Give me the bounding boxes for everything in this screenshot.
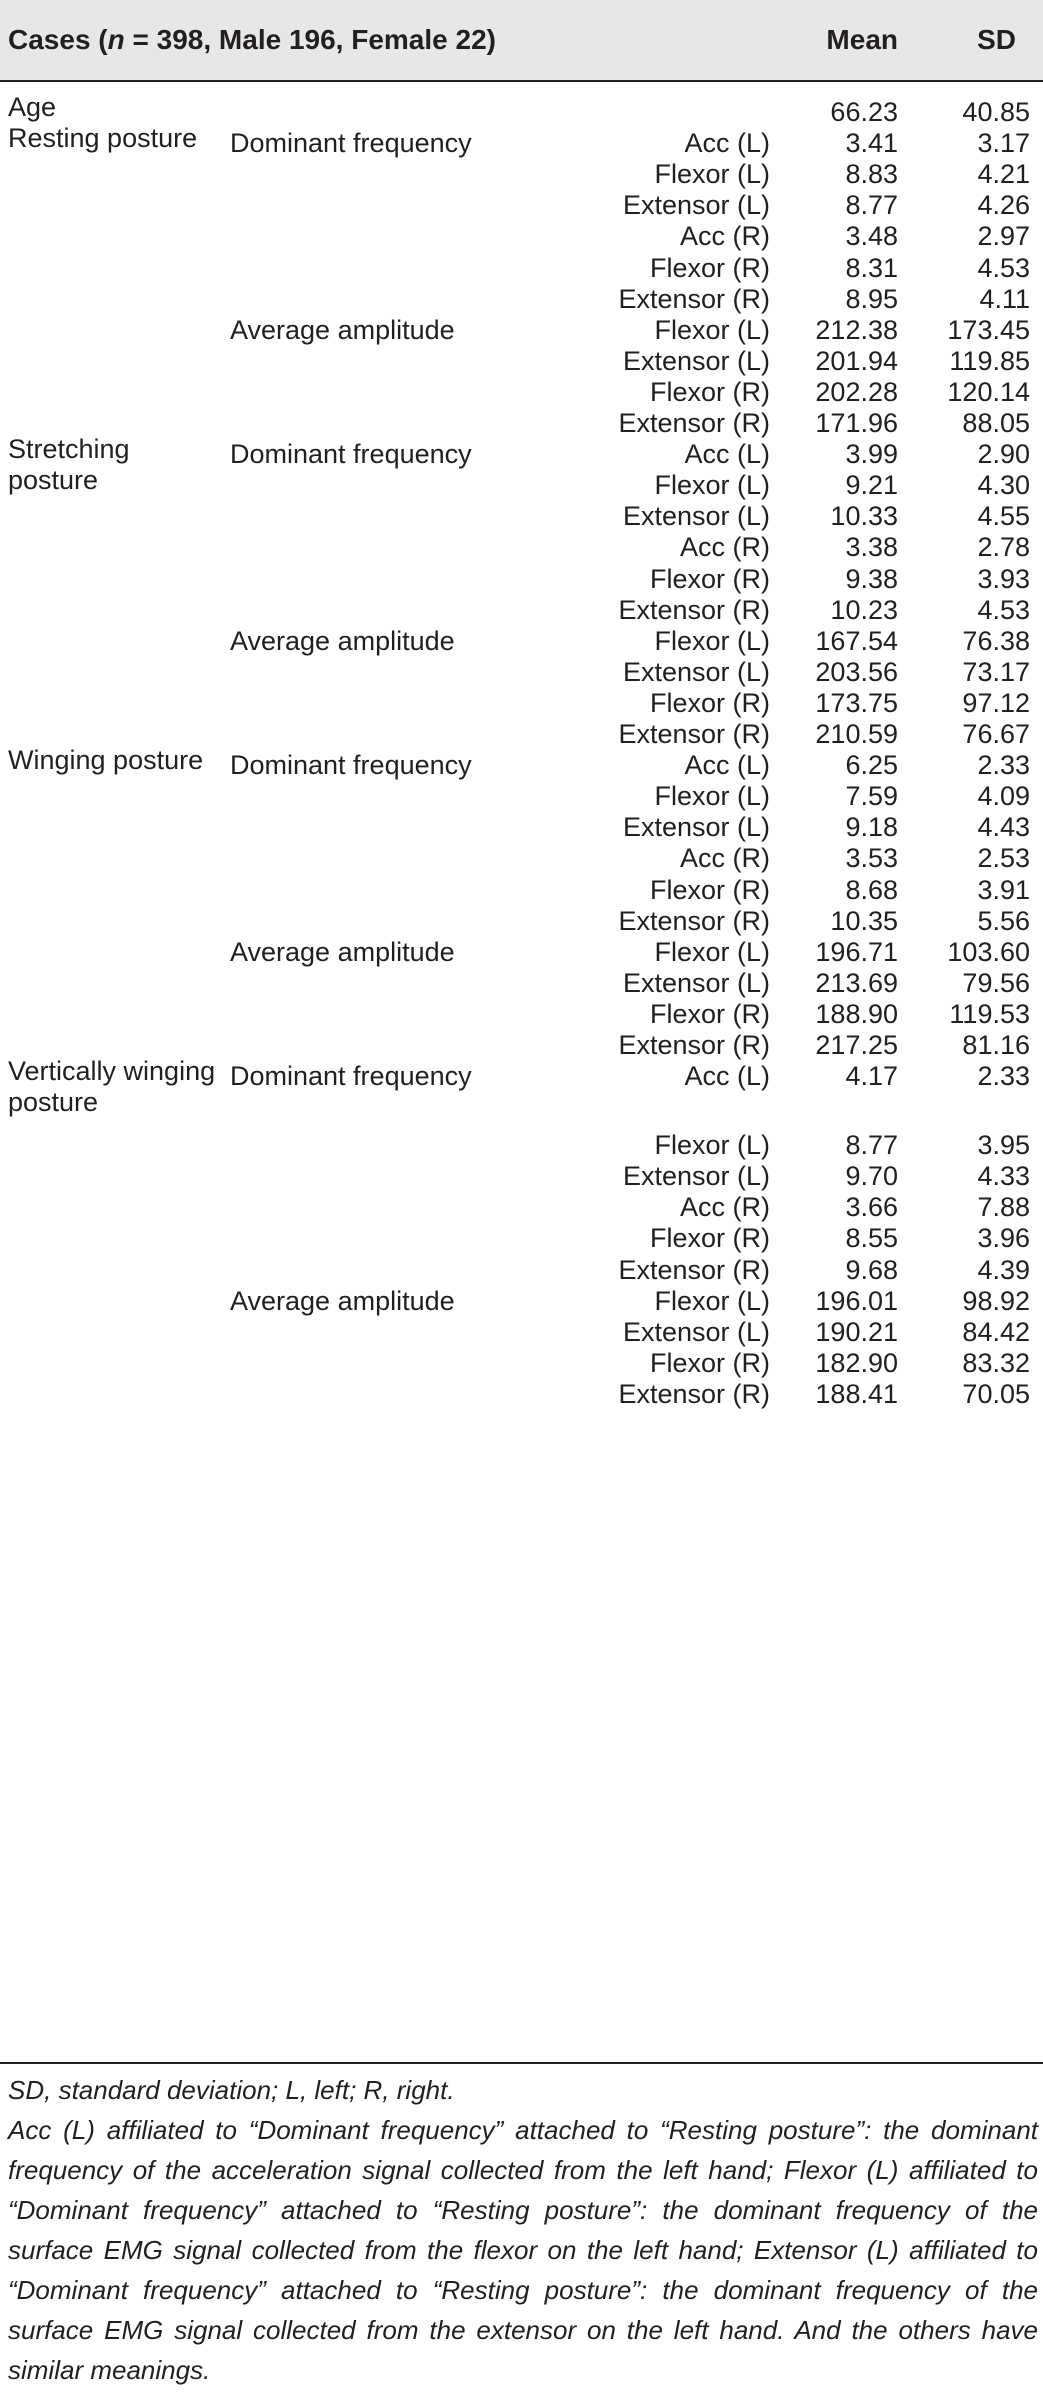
row-mean-value: 196.01: [815, 1285, 898, 1316]
row-sd-value: 4.26: [977, 190, 1030, 221]
row-mean-value: 9.68: [845, 1254, 898, 1285]
row-sd-value: 97.12: [962, 687, 1030, 718]
row-measure-label: Dominant frequency: [230, 1061, 472, 1092]
row-signal-label: Flexor (L): [654, 159, 770, 190]
row-sd-value: 119.53: [949, 998, 1030, 1029]
row-signal-label: Flexor (L): [654, 470, 770, 501]
row-sd-value: 2.78: [977, 532, 1030, 563]
row-mean-value: 9.70: [845, 1161, 898, 1192]
row-sd-value: 84.42: [962, 1316, 1030, 1347]
bottom-rule: [0, 2062, 1043, 2064]
row-mean-value: 167.54: [815, 625, 898, 656]
row-group-label: Age: [8, 92, 57, 122]
row-signal-label: Flexor (R): [650, 874, 770, 905]
row-sd-value: 88.05: [962, 408, 1030, 438]
row-mean-value: 7.59: [845, 781, 898, 812]
row-sd-value: 4.33: [977, 1161, 1030, 1192]
table-header: [0, 0, 1043, 80]
row-sd-value: 3.93: [977, 563, 1030, 594]
row-mean-value: 3.99: [845, 439, 898, 470]
row-group-label: Winging posture: [8, 745, 204, 776]
row-mean-value: 8.68: [845, 874, 898, 905]
row-mean-value: 190.21: [815, 1316, 898, 1347]
footnote-abbreviations: SD, standard deviation; L, left; R, right.: [8, 2075, 455, 2105]
row-mean-value: 213.69: [815, 967, 898, 998]
row-mean-value: 9.21: [845, 470, 898, 501]
row-signal-label: Extensor (R): [618, 719, 770, 749]
row-signal-label: Extensor (R): [618, 283, 770, 314]
row-signal-label: Extensor (R): [618, 1030, 770, 1060]
row-signal-label: Acc (R): [680, 1192, 770, 1223]
row-mean-value: 217.25: [815, 1030, 898, 1060]
row-mean-value: 4.17: [845, 1061, 898, 1092]
row-sd-value: 76.67: [962, 719, 1030, 749]
row-mean-value: 196.71: [815, 936, 898, 967]
row-measure-label: Dominant frequency: [230, 750, 472, 781]
row-mean-value: 9.38: [845, 563, 898, 594]
row-mean-value: 6.25: [845, 750, 898, 781]
row-sd-value: 4.55: [977, 501, 1030, 532]
row-sd-value: 3.96: [977, 1223, 1030, 1254]
row-mean-value: 188.41: [815, 1378, 898, 1409]
row-sd-value: 83.32: [962, 1347, 1030, 1378]
row-sd-value: 70.05: [962, 1378, 1030, 1409]
row-measure-label: Average amplitude: [230, 936, 455, 967]
row-mean-value: 3.66: [845, 1192, 898, 1223]
row-signal-label: Flexor (L): [654, 936, 770, 967]
row-mean-value: 173.75: [815, 687, 898, 718]
row-mean-value: 3.48: [845, 221, 898, 252]
row-sd-value: 4.53: [977, 594, 1030, 625]
row-sd-value: 2.97: [977, 221, 1030, 252]
row-signal-label: Flexor (R): [650, 1223, 770, 1254]
row-measure-label: Dominant frequency: [230, 439, 472, 470]
row-sd-value: 2.33: [977, 1061, 1030, 1092]
row-measure-label: Average amplitude: [230, 625, 455, 656]
header-rule: [0, 80, 1043, 82]
row-sd-value: 76.38: [962, 625, 1030, 656]
row-signal-label: Extensor (R): [618, 594, 770, 625]
row-signal-label: Extensor (R): [618, 1254, 770, 1285]
row-signal-label: Acc (R): [680, 532, 770, 563]
row-sd-value: 4.30: [977, 470, 1030, 501]
row-sd-value: 2.90: [977, 439, 1030, 470]
row-signal-label: Flexor (R): [650, 252, 770, 283]
row-mean-value: 210.59: [815, 719, 898, 749]
header-sd: SD: [977, 24, 1016, 55]
row-signal-label: Acc (L): [684, 1061, 770, 1092]
row-sd-value: 7.88: [977, 1192, 1030, 1223]
header-mean: Mean: [826, 24, 898, 55]
row-sd-value: 2.53: [977, 843, 1030, 874]
footnote-explanation: Acc (L) affiliated to “Dominant frequency” attached to “Resting posture”: the dominant frequency of the acceleration signal collected from the left hand; Flexor (L) affiliated to “Dominant frequency” attached to “Resting posture”: the dominant frequency of the surface EMG signal collected from the flexor on the left hand; Extensor (L) affiliated to “Dominant frequency” attached to “Resting posture”: the dominant frequency of the surface EMG signal collected from the extensor on the left hand. And the others have similar meanings.: [8, 2115, 1038, 2385]
row-signal-label: Acc (L): [684, 750, 770, 781]
row-signal-label: Extensor (L): [622, 1161, 770, 1192]
row-signal-label: Flexor (R): [650, 998, 770, 1029]
row-signal-label: Flexor (R): [650, 687, 770, 718]
row-signal-label: Extensor (L): [622, 1316, 770, 1347]
row-signal-label: Acc (L): [684, 439, 770, 470]
row-group-label: Stretching posture: [8, 434, 130, 496]
row-signal-label: Flexor (R): [650, 1347, 770, 1378]
row-measure-label: Dominant frequency: [230, 128, 472, 159]
header-cases: Cases (n = 398, Male 196, Female 22): [8, 24, 496, 55]
row-group-label: Resting posture: [8, 123, 198, 154]
row-sd-value: 4.11: [979, 283, 1030, 314]
row-mean-value: 8.55: [845, 1223, 898, 1254]
row-sd-value: 40.85: [962, 97, 1030, 127]
row-signal-label: Flexor (R): [650, 376, 770, 407]
row-signal-label: Extensor (R): [618, 905, 770, 936]
row-signal-label: Extensor (L): [622, 967, 770, 998]
row-mean-value: 66.23: [830, 97, 898, 127]
row-sd-value: 81.16: [962, 1030, 1030, 1060]
row-signal-label: Flexor (L): [654, 781, 770, 812]
row-signal-label: Flexor (L): [654, 625, 770, 656]
row-sd-value: 4.21: [977, 159, 1030, 190]
row-mean-value: 203.56: [815, 656, 898, 687]
row-mean-value: 212.38: [815, 314, 898, 345]
row-sd-value: 2.33: [977, 750, 1030, 781]
row-sd-value: 3.95: [977, 1130, 1030, 1161]
row-signal-label: Flexor (L): [654, 314, 770, 345]
row-measure-label: Average amplitude: [230, 1285, 455, 1316]
row-sd-value: 3.91: [977, 874, 1030, 905]
row-signal-label: Flexor (L): [654, 1285, 770, 1316]
row-signal-label: Extensor (R): [618, 1378, 770, 1409]
row-mean-value: 182.90: [815, 1347, 898, 1378]
row-signal-label: Acc (R): [680, 843, 770, 874]
row-mean-value: 10.35: [830, 905, 898, 936]
row-signal-label: Acc (R): [680, 221, 770, 252]
row-mean-value: 8.95: [845, 283, 898, 314]
row-mean-value: 10.33: [830, 501, 898, 532]
row-group-label: Vertically winging posture: [8, 1056, 216, 1118]
row-mean-value: 3.38: [845, 532, 898, 563]
row-sd-value: 4.43: [977, 812, 1030, 843]
row-sd-value: 73.17: [962, 656, 1030, 687]
row-sd-value: 5.56: [977, 905, 1030, 936]
row-mean-value: 3.53: [845, 843, 898, 874]
row-mean-value: 3.41: [845, 128, 898, 159]
row-sd-value: 119.85: [949, 345, 1030, 376]
row-signal-label: Extensor (R): [618, 408, 770, 438]
row-mean-value: 171.96: [815, 408, 898, 438]
row-mean-value: 188.90: [815, 998, 898, 1029]
row-mean-value: 201.94: [815, 345, 898, 376]
row-sd-value: 4.39: [977, 1254, 1030, 1285]
row-mean-value: 8.77: [845, 190, 898, 221]
row-sd-value: 103.60: [947, 936, 1030, 967]
row-sd-value: 173.45: [947, 314, 1030, 345]
row-measure-label: Average amplitude: [230, 314, 455, 345]
row-signal-label: Flexor (L): [654, 1130, 770, 1161]
row-mean-value: 8.83: [845, 159, 898, 190]
row-signal-label: Acc (L): [684, 128, 770, 159]
row-mean-value: 202.28: [815, 376, 898, 407]
row-mean-value: 9.18: [845, 812, 898, 843]
row-mean-value: 8.77: [845, 1130, 898, 1161]
row-mean-value: 10.23: [830, 594, 898, 625]
row-signal-label: Flexor (R): [650, 563, 770, 594]
row-signal-label: Extensor (L): [622, 501, 770, 532]
row-sd-value: 3.17: [977, 128, 1030, 159]
row-signal-label: Extensor (L): [622, 656, 770, 687]
row-signal-label: Extensor (L): [622, 190, 770, 221]
row-sd-value: 4.53: [977, 252, 1030, 283]
row-mean-value: 8.31: [845, 252, 898, 283]
row-signal-label: Extensor (L): [622, 345, 770, 376]
row-sd-value: 4.09: [977, 781, 1030, 812]
row-sd-value: 79.56: [962, 967, 1030, 998]
row-signal-label: Extensor (L): [622, 812, 770, 843]
row-sd-value: 120.14: [947, 376, 1030, 407]
row-sd-value: 98.92: [962, 1285, 1030, 1316]
